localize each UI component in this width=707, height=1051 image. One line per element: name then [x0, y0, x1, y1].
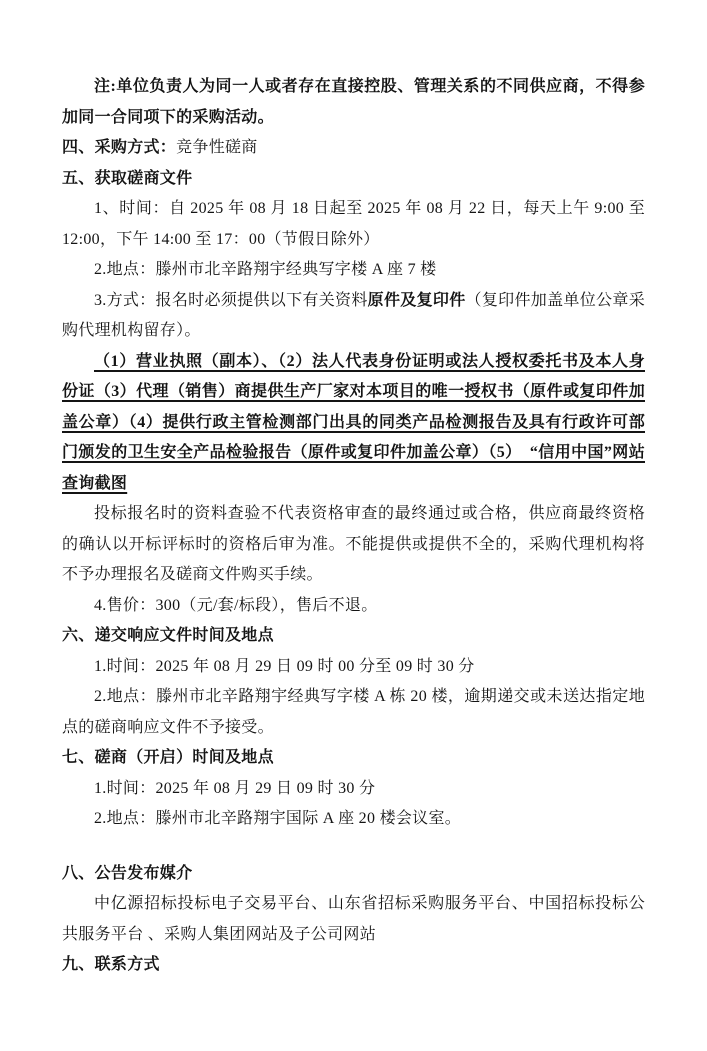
text-run: 1.时间：2025 年 08 月 29 日 09 时 00 分至 09 时 30 分 — [94, 657, 475, 675]
text-run: 投标报名时的资料查验不代表资格审查的最终通过或合格，供应商最终资格的确认以开标评标时的资格后审为准。不能提供或提供不全的，采购代理机构将不予办理报名及磋商文件购买手续。 — [62, 505, 645, 583]
text-run: 4.售价：300（元/套/标段），售后不退。 — [94, 596, 378, 614]
blank-line — [62, 835, 645, 859]
text-run: 1、时间：自 2025 年 08 月 18 日起至 2025 年 08 月 22 日，每天上午 9:00 至 12:00，下午 14:00 至 17：00（节假日除外） — [62, 200, 650, 248]
submission-time-paragraph — [62, 652, 645, 683]
text-run: 四、采购方式： — [62, 139, 177, 156]
section-6-heading — [62, 621, 645, 652]
text-run: 七、磋商（开启）时间及地点 — [62, 749, 274, 766]
note-paragraph — [62, 72, 645, 133]
qualification-note-paragraph — [62, 499, 645, 591]
text-run: 五、获取磋商文件 — [62, 169, 193, 187]
section-7-heading — [62, 743, 645, 774]
text-run: 2.地点：滕州市北辛路翔宇经典写字楼 A 座 7 楼 — [94, 261, 437, 278]
acquire-location-paragraph — [62, 255, 645, 286]
acquire-method-paragraph — [62, 286, 645, 347]
text-run: 3.方式：报名时必须提供以下有关资料 — [94, 291, 368, 309]
opening-time-paragraph — [62, 774, 645, 805]
submission-location-paragraph — [62, 682, 645, 743]
opening-location-paragraph — [62, 804, 645, 835]
section-8-heading — [62, 859, 645, 890]
section-9-heading — [62, 950, 645, 981]
media-paragraph — [62, 889, 645, 950]
text-run: 中亿源招标投标电子交易平台、山东省招标采购服务平台、中国招标投标公共服务平台 、采购人集团网站及子公司网站 — [62, 895, 645, 943]
text-run: 2.地点：滕州市北辛路翔宇国际 A 座 20 楼会议室。 — [94, 810, 462, 827]
text-run: （复印件加盖单位公章采购代理机构留存）。 — [62, 291, 645, 339]
text-run: 1.时间：2025 年 08 月 29 日 09 时 30 分 — [94, 779, 376, 797]
text-run: 六、递交响应文件时间及地点 — [62, 627, 274, 644]
required-documents-paragraph — [62, 347, 645, 500]
section-4-heading — [62, 133, 645, 164]
document-body — [62, 72, 650, 981]
acquire-time-paragraph — [62, 194, 650, 255]
text-run: 竞争性磋商 — [176, 139, 258, 156]
text-run: 九、联系方式 — [62, 956, 160, 973]
section-5-heading — [62, 164, 645, 195]
text-run: 八、公告发布媒介 — [62, 864, 193, 882]
text-run: 原件及复印件 — [367, 291, 466, 309]
price-paragraph — [62, 591, 645, 622]
text-run: 2.地点：滕州市北辛路翔宇经典写字楼 A 栋 20 楼，逾期递交或未送达指定地点的磋商响应文件不予接受。 — [62, 688, 645, 736]
text-run: （1）营业执照（副本）、（2）法人代表身份证明或法人授权委托书及本人身份证（3）代理（销售）商提供生产厂家对本项目的唯一授权书（原件或复印件加盖公章）（4）提供行政主管检测部门出具的同类产品检测报告及具有行政许可部门颁发的卫生安全产品检验报告（原件或复印件加盖公章）（5） “信用中国”网站查询截图 — [62, 352, 645, 492]
text-run: 注:单位负责人为同一人或者存在直接控股、管理关系的不同供应商，不得参加同一合同项下的采购活动。 — [62, 78, 645, 126]
